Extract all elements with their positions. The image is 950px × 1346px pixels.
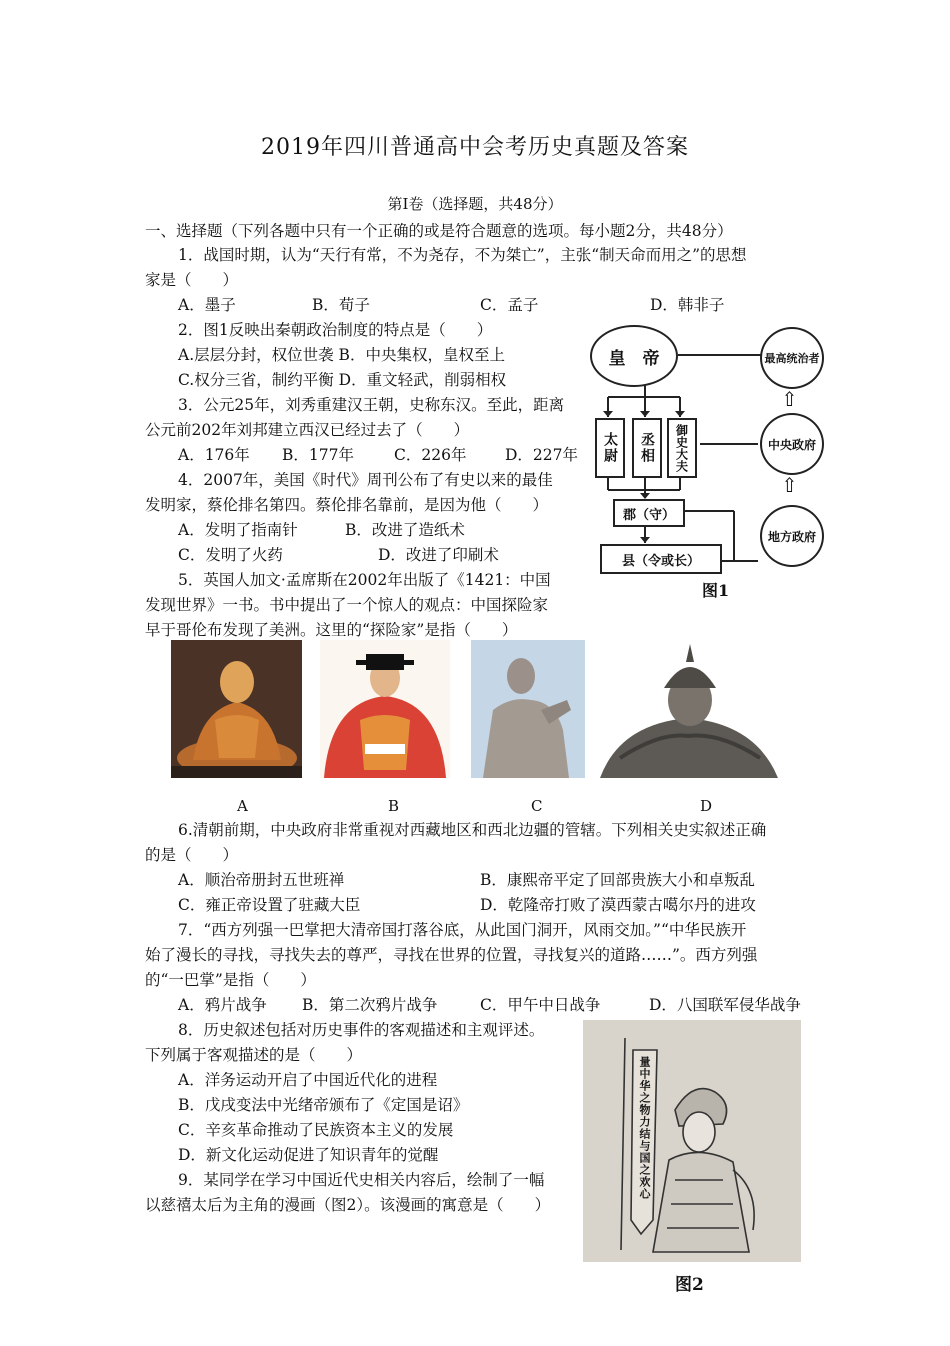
image-option-c-stone-statue [471,640,585,778]
image-option-b-zheng-he-portrait [320,640,450,778]
q7-stem-line1: 7．“西方列强一巴掌把大清帝国打落谷底，从此国门洞开，风雨交加。”“中华民族开 [178,921,747,939]
q3-option-d: D．227年 [505,446,579,464]
q5-stem-line2: 发现世界》一书。书中提出了一个惊人的观点：中国探险家 [145,596,549,614]
q4-stem-line2: 发明家，蔡伦排名第四。蔡伦排名靠前，是因为他（ ） [145,496,549,514]
q7-option-c: C．甲午中日战争 [480,996,601,1014]
q3-option-c: C．226年 [394,446,467,464]
q3-option-a: A．176年 [178,446,250,464]
volume-heading: 第Ⅰ卷（选择题，共48分） [387,195,563,213]
q6-stem-line2: 的是（ ） [145,846,239,864]
image-caption-a: A [237,797,248,815]
q7-option-a: A．鸦片战争 [178,996,267,1014]
q2-stem: 2．图1反映出秦朝政治制度的特点是（ ） [178,321,493,339]
q2-options-ab: A.层层分封，权位世袭 B．中央集权，皇权至上 [178,346,505,364]
image-caption-b: B [388,797,400,815]
page-title: 2019年四川普通高中会考历史真题及答案 [261,135,689,160]
q1-option-a: A．墨子 [178,296,236,314]
q8-stem-line1: 8．历史叙述包括对历史事件的客观描述和主观评述。 [178,1021,545,1039]
figure1-caption: 图1 [702,581,730,600]
q1-option-c: C．孟子 [480,296,539,314]
image-option-d-warrior-statue [600,640,778,778]
emperor-node: 皇 帝 [590,325,678,387]
q4-option-c: C．发明了火药 [178,546,283,564]
central-government-node: 中央政府 [760,413,824,475]
q4-option-d: D．改进了印刷术 [378,546,499,564]
yushi-dafu-box: 御史大夫 [667,418,697,478]
q5-stem-line1: 5．英国人加文·孟席斯在2002年出版了《1421：中国 [178,571,551,589]
figure2-caption: 图2 [675,1275,704,1295]
supreme-ruler-node: 最高统治者 [760,327,824,389]
q4-stem-line1: 4．2007年，美国《时代》周刊公布了有史以来的最佳 [178,471,553,489]
taiwei-box: 太尉 [595,418,625,478]
q7-stem-line2: 始了漫长的寻找，寻找失去的尊严，寻找在世界的位置，寻找复兴的道路……”。西方列强 [145,946,758,964]
q1-stem-line1: 1．战国时期，认为“天行有常，不为尧存，不为桀亡”，主张“制天命而用之”的思想 [178,246,747,264]
q8-option-c: C．辛亥革命推动了民族资本主义的发展 [178,1121,454,1139]
image-caption-c: C [531,797,543,815]
q8-option-d: D．新文化运动促进了知识青年的觉醒 [178,1146,439,1164]
q6-option-c: C．雍正帝设置了驻藏大臣 [178,896,361,914]
q9-stem-line1: 9．某同学在学习中国近代史相关内容后，绘制了一幅 [178,1171,545,1189]
image-caption-d: D [700,797,713,815]
xian-box: 县（令或长） [600,544,722,574]
arrow-up-icon: ⇧ [781,387,798,411]
local-government-node: 地方政府 [760,505,824,567]
q1-option-b: B．荀子 [312,296,370,314]
q6-option-a: A．顺治帝册封五世班禅 [178,871,345,889]
q6-option-b: B．康熙帝平定了回部贵族大小和卓叛乱 [480,871,755,889]
q1-stem-line2: 家是（ ） [145,271,239,289]
jun-box: 郡（守） [613,499,685,527]
q8-stem-line2: 下列属于客观描述的是（ ） [145,1046,363,1064]
q8-option-b: B．戊戌变法中光绪帝颁布了《定国是诏》 [178,1096,469,1114]
q4-option-a: A．发明了指南针 [178,521,298,539]
figure2-cartoon-cixi [583,1020,801,1262]
q3-option-b: B．177年 [282,446,354,464]
q4-option-b: B．改进了造纸术 [345,521,465,539]
image-option-a-monk-statue [171,640,302,778]
q9-stem-line2: 以慈禧太后为主角的漫画（图2）。该漫画的寓意是（ ） [145,1196,551,1214]
q2-options-cd: C.权分三省，制约平衡 D．重文轻武，削弱相权 [178,371,507,389]
q3-stem-line1: 3．公元25年，刘秀重建汉王朝，史称东汉。至此，距离 [178,396,565,414]
q1-option-d: D．韩非子 [650,296,725,314]
q7-option-b: B．第二次鸦片战争 [302,996,438,1014]
q5-stem-line3: 早于哥伦布发现了美洲。这里的“探险家”是指（ ） [145,621,518,639]
q7-stem-line3: 的“一巴掌”是指（ ） [145,971,316,989]
q8-option-a: A．洋务运动开启了中国近代化的进程 [178,1071,438,1089]
chengxiang-box: 丞相 [632,418,662,478]
q3-stem-line2: 公元前202年刘邦建立西汉已经过去了（ ） [145,421,470,439]
figure2-banner-text: 量中华之物力结与国之欢心 [638,1056,651,1200]
q7-option-d: D．八国联军侵华战争 [649,996,801,1014]
q6-option-d: D．乾隆帝打败了漠西蒙古噶尔丹的进攻 [480,896,756,914]
figure1-diagram [588,325,828,605]
section-heading: 一、选择题（下列各题中只有一个正确的或是符合题意的选项。每小题2分，共48分） [145,222,733,240]
arrow-up-icon: ⇧ [781,473,798,497]
q6-stem-line1: 6.清朝前期，中央政府非常重视对西藏地区和西北边疆的管辖。下列相关史实叙述正确 [178,821,767,839]
